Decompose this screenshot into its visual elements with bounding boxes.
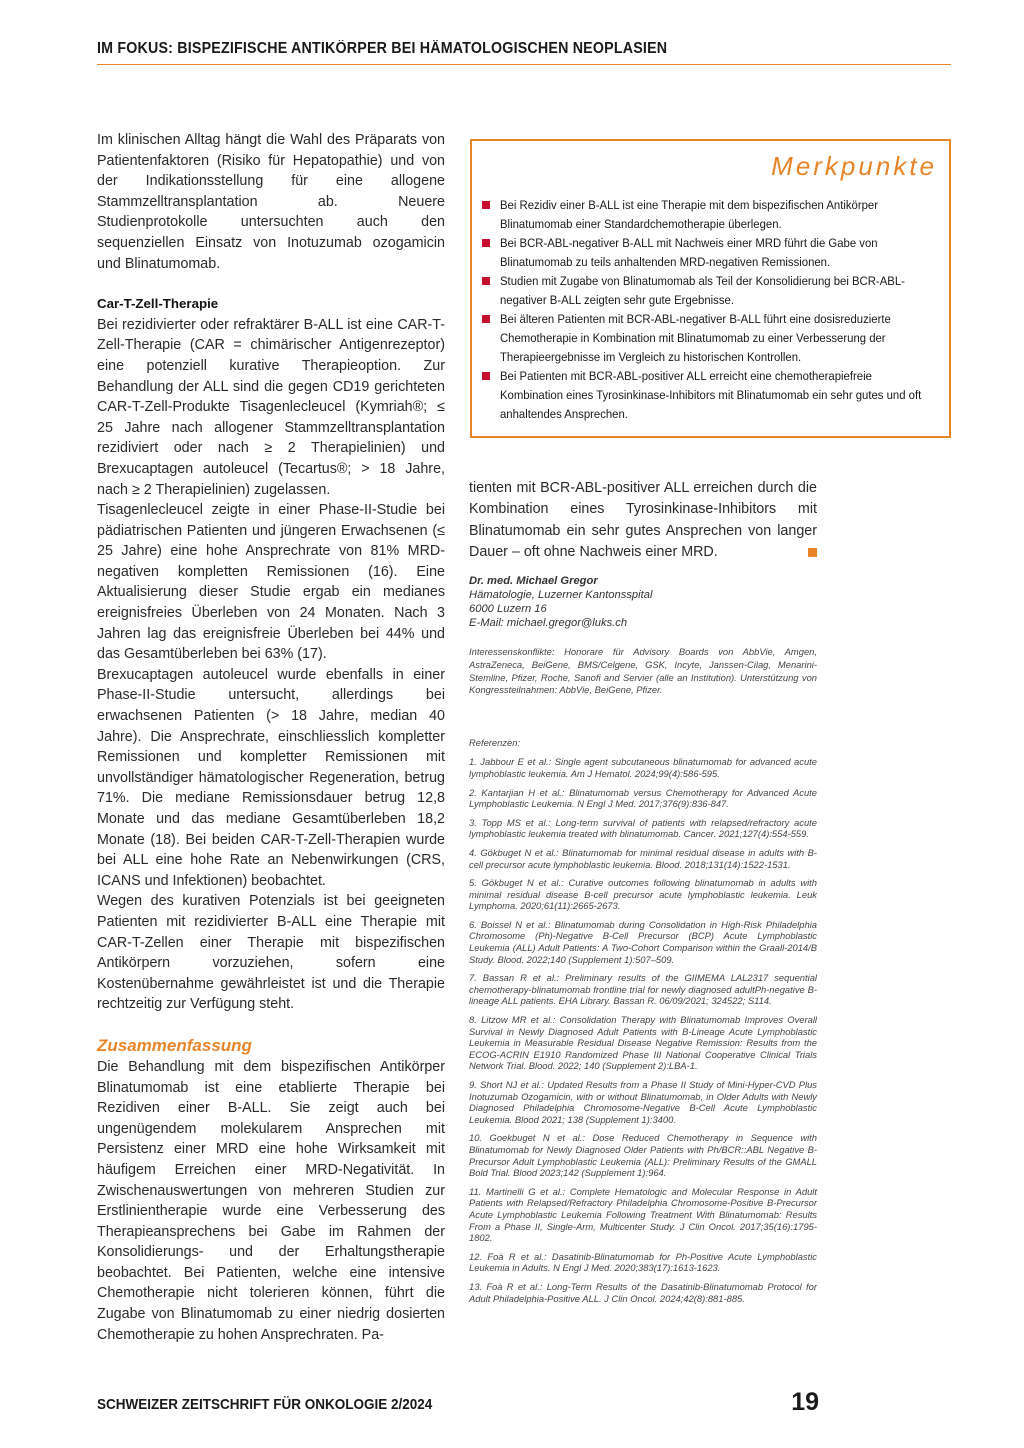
- intro-paragraph: Im klinischen Alltag hängt die Wahl des Präparats von Patientenfaktoren (Risiko für Hepatopathie) und von der Indikationsstellung für eine allogene Stammzelltransplantation ab. Neuere Studienprotokolle untersuchten auch den sequenziellen Einsatz von Inotuzumab ozogamicin und Blinatumomab.: [97, 132, 445, 272]
- references-heading: Referenzen:: [469, 736, 521, 748]
- author-name: Dr. med. Michael Gregor: [469, 575, 598, 588]
- page-number: 19: [791, 1388, 819, 1416]
- reference-item: 5. Gökbuget N et al.: Curative outcomes following blinatumomab in adults with minimal residual disease B-cell precursor acute lymphoblastic leukemia. Leuk Lymphoma. 2020;61(11):2665-2673.: [469, 877, 817, 912]
- merkpunkt-item: Bei älteren Patienten mit BCR-ABL-negativer B-ALL führt eine dosisreduzierte Chemotherapie in Kombination mit Blinatumomab zu einer Verbesserung der Therapieergebnisse im Vergleich zu historischen Kontrollen.: [482, 310, 937, 367]
- references: [469, 737, 817, 1304]
- bullet-square-icon: [482, 315, 490, 323]
- author-address: 6000 Luzern 16: [469, 602, 547, 615]
- car-t-heading: Car-T-Zell-Therapie: [97, 296, 219, 312]
- car-t-paragraph-2: Tisagenlecleucel zeigte in einer Phase-II-Studie bei pädiatrischen Patienten und jüngeren Erwachsenen (≤ 25 Jahre) eine hohe Ansprechrate von 81% MRD-negativen kompletten Remissionen (16). Eine Aktualisierung dieser Studie ergab ein medianes ereignisfreies Überleben von 24 Monaten. Nach 3 Jahren lag das ereignisfreie Überleben bei 44% und das Gesamtüberleben bei 63% (17).: [97, 502, 445, 663]
- right-column: [469, 478, 817, 1311]
- reference-item: 10. Goekbuget N et al.: Dose Reduced Chemotherapy in Sequence with Blinatumomab for Newly Diagnosed Older Patients with Ph/BCR::ABL Negative B-Precursor Adult Lymphoblastic Leukemia (ALL): Preliminary Results of the GMALL Bold Trial. Blood 2023;142 (Supplement 1):964.: [469, 1132, 817, 1179]
- merkpunkt-item: Bei Patienten mit BCR-ABL-positiver ALL erreicht eine chemotherapiefreie Kombination eines Tyrosinkinase-Inhibitors mit Blinatumomab ein sehr gutes und oft anhaltendes Ansprechen.: [482, 367, 937, 424]
- reference-item: 12. Foà R et al.: Dasatinib-Blinatumomab for Ph-Positive Acute Lymphoblastic Leukemia in Adults. N Engl J Med. 2020;383(17):1613-1623.: [469, 1250, 817, 1274]
- journal-title: SCHWEIZER ZEITSCHRIFT FÜR ONKOLOGIE 2/2024: [97, 1396, 433, 1413]
- left-column: [97, 130, 445, 1345]
- reference-item: 3. Topp MS et al.: Long-term survival of patients with relapsed/refractory acute lymphoblastic leukemia treated with blinatumomab. Cancer. 2021;127(4):554-559.: [469, 816, 817, 840]
- merkpunkte-title: Merkpunkte: [771, 151, 937, 181]
- summary-heading: Zusammenfassung: [97, 1035, 252, 1055]
- author-affiliation: Hämatologie, Luzerner Kantonsspital: [469, 588, 653, 601]
- bullet-square-icon: [482, 201, 490, 209]
- reference-item: 6. Boissel N et al.: Blinatumomab during Consolidation in High-Risk Philadelphia Chromosome (Ph)-Negative B-Cell Precursor (BCP) Acute Lymphoblastic Leukemia (ALL) Adult Patients: A Two-Cohort Comparison within the Graall-2014/B Study. Blood. 2022;140 (Supplement 1):507–509.: [469, 918, 817, 965]
- car-t-paragraph-4: Wegen des kurativen Potenzials ist bei geeigneten Patienten mit rezidivierter B-ALL eine Therapie mit CAR-T-Zellen einer Therapie mit bispezifischen Antikörpern vorzuziehen, sofern eine Kostenübernahme gewährleistet ist und die Therapie rechtzeitig zur Verfügung steht.: [97, 893, 445, 1013]
- reference-item: 1. Jabbour E et al.: Single agent subcutaneous blinatumomab for advanced acute lymphoblastic leukemia. Am J Hematol. 2024;99(4):586-595.: [469, 756, 817, 779]
- merkpunkte-list: [482, 196, 937, 424]
- merkpunkte-box: [470, 139, 951, 438]
- merkpunkt-item: Bei Rezidiv einer B-ALL ist eine Therapie mit dem bispezifischen Antikörper Blinatumomab einer Standardchemotherapie überlegen.: [482, 196, 937, 234]
- reference-item: 13. Foà R et al.: Long-Term Results of the Dasatinib-Blinatumomab Protocol for Adult Philadelphia-Positive ALL. J Clin Oncol. 2024;42(8):881-885.: [469, 1280, 817, 1304]
- author-email: E-Mail: michael.gregor@luks.ch: [469, 616, 628, 629]
- bullet-square-icon: [482, 277, 490, 285]
- reference-item: 2. Kantarjian H et al.: Blinatumomab versus Chemotherapy for Advanced Acute Lymphoblastic Leukemia. N Engl J Med. 2017;376(9):836-847.: [469, 786, 817, 810]
- continuation-paragraph: tienten mit BCR-ABL-positiver ALL erreichen durch die Kombination eines Tyrosinkinase-Inhibitors mit Blinatumomab ein sehr gutes Ansprechen von langer Dauer – oft ohne Nachweis einer MRD.: [469, 480, 817, 560]
- reference-item: 7. Bassan R et al.: Preliminary results of the GIIMEMA LAL2317 sequential chemotherapy-blinatumomab frontline trial for newly diagnosed adultPh-negative B-lineage ALL patients. EHA Library. Bassan R. 06/09/2021; 324522; S114.: [469, 972, 817, 1007]
- author-block: [469, 575, 817, 630]
- page-footer: [97, 1388, 819, 1428]
- bullet-square-icon: [482, 239, 490, 247]
- car-t-paragraph-1: Bei rezidivierter oder refraktärer B-ALL ist eine CAR-T-Zell-Therapie (CAR = chimärischer Antigenrezeptor) eine potenziell kurative Therapieoption. Zur Behandlung der ALL sind die gegen CD19 gerichteten CAR-T-Zell-Produkte Tisagenlecleucel (Kymriah®; ≤ 25 Jahre nach allogener Stammzelltransplantation rezidiviert oder nach ≥ 2 Therapielinien) und Brexucaptagen autoleucel (Tecartus®; > 18 Jahre, nach ≥ 2 Therapielinien) zugelassen.: [97, 316, 445, 498]
- end-of-article-icon: [808, 548, 817, 557]
- bullet-square-icon: [482, 372, 490, 380]
- running-header: [97, 40, 951, 65]
- car-t-paragraph-3: Brexucaptagen autoleucel wurde ebenfalls in einer Phase-II-Studie untersucht, allerdings bei erwachsenen Patienten (> 18 Jahre, median 40 Jahre). Die Ansprechrate, einschliesslich kompletter Remissionen und kompletter Remissionen mit unvollständiger hämatologischer Regeneration, betrug 71%. Die mediane Remissionsdauer betrug 12,8 Monate und das mediane Gesamtüberleben 18,2 Monate (18). Bei beiden CAR-T-Zell-Therapien wurde bei ALL eine hohe Rate an Nebenwirkungen (CRS, ICANS und Infektionen) beobachtet.: [97, 666, 445, 889]
- merkpunkt-item: Studien mit Zugabe von Blinatumomab als Teil der Konsolidierung bei BCR-ABL-negativer B-ALL zeigten sehr gute Ergebnisse.: [482, 272, 937, 310]
- reference-item: 11. Martinelli G et al.: Complete Hematologic and Molecular Response in Adult Patients with Relapsed/Refractory Philadelphia Chromosome-Positive B-Precursor Acute Lymphoblastic Leukemia Following Treatment With Blinatumomab: Results From a Phase II, Single-Arm, Multicenter Study. J Clin Oncol. 2017;35(16):1795-1802.: [469, 1185, 817, 1244]
- merkpunkt-item: Bei BCR-ABL-negativer B-ALL mit Nachweis einer MRD führt die Gabe von Blinatumomab zu teils anhaltenden MRD-negativen Remissionen.: [482, 234, 937, 272]
- summary-paragraph: Die Behandlung mit dem bispezifischen Antikörper Blinatumomab ist eine etablierte Therapie bei Rezidiven einer B-ALL. Sie zeigt auch bei ungenügendem molekularem Ansprechen mit Persistenz einer MRD eine hohe Wirksamkeit mit häufigem Erreichen einer MRD-Negativität. In Zwischenauswertungen von mehreren Studien zur Erstlinientherapie wurde eine Verbesserung des Therapieansprechens bei Gabe im Rahmen der Konsolidierungs- und der Erhaltungstherapie beobachtet. Bei Patienten, welche eine intensive Chemotherapie nicht tolerieren können, führt die Zugabe von Blinatumomab zu einer niedrig dosierten Chemotherapie zu hohen Ansprechraten. Pa-: [97, 1058, 445, 1343]
- reference-item: 8. Litzow MR et al.: Consolidation Therapy with Blinatumomab Improves Overall Survival in Newly Diagnosed Adult Patients with B-Lineage Acute Lymphoblastic Leukemia in Measurable Residual Disease Negative Remission: Results from the ECOG-ACRIN E1910 Randomized Phase III National Cooperative Clinical Trials Network Trial. Blood. 2022; 140 (Supplement 2):LBA-1.: [469, 1014, 817, 1072]
- header-title: IM FOKUS: BISPEZIFISCHE ANTIKÖRPER BEI HÄMATOLOGISCHEN NEOPLASIEN: [97, 40, 668, 57]
- reference-item: 9. Short NJ et al.: Updated Results from a Phase II Study of Mini-Hyper-CVD Plus Inotuzumab Ozogamicin, with or without Blinatumomab, in Older Adults with Newly Diagnosed Philadelphia Chromosome-Negative B-Cell Acute Lymphoblastic Leukemia. Blood 2021; 138 (Supplement 1):3400.: [469, 1079, 817, 1125]
- conflicts-of-interest: Interessenskonflikte: Honorare für Advisory Boards von AbbVie, Amgen, AstraZeneca, BeiGene, BMS/Celgene, GSK, Incyte, Janssen-Cilag, Menarini-Stemline, Pfizer, Roche, Sanofi and Servier (alle an Institution). Unterstützung von Kongressteilnahmen: AbbVie, BeiGene, Pfizer.: [469, 646, 817, 696]
- reference-list: [469, 756, 817, 1304]
- reference-item: 4. Gökbuget N et al.: Blinatumomab for minimal residual disease in adults with B-cell precursor acute lymphoblastic leukemia. Blood. 2018;131(14):1522-1531.: [469, 846, 817, 870]
